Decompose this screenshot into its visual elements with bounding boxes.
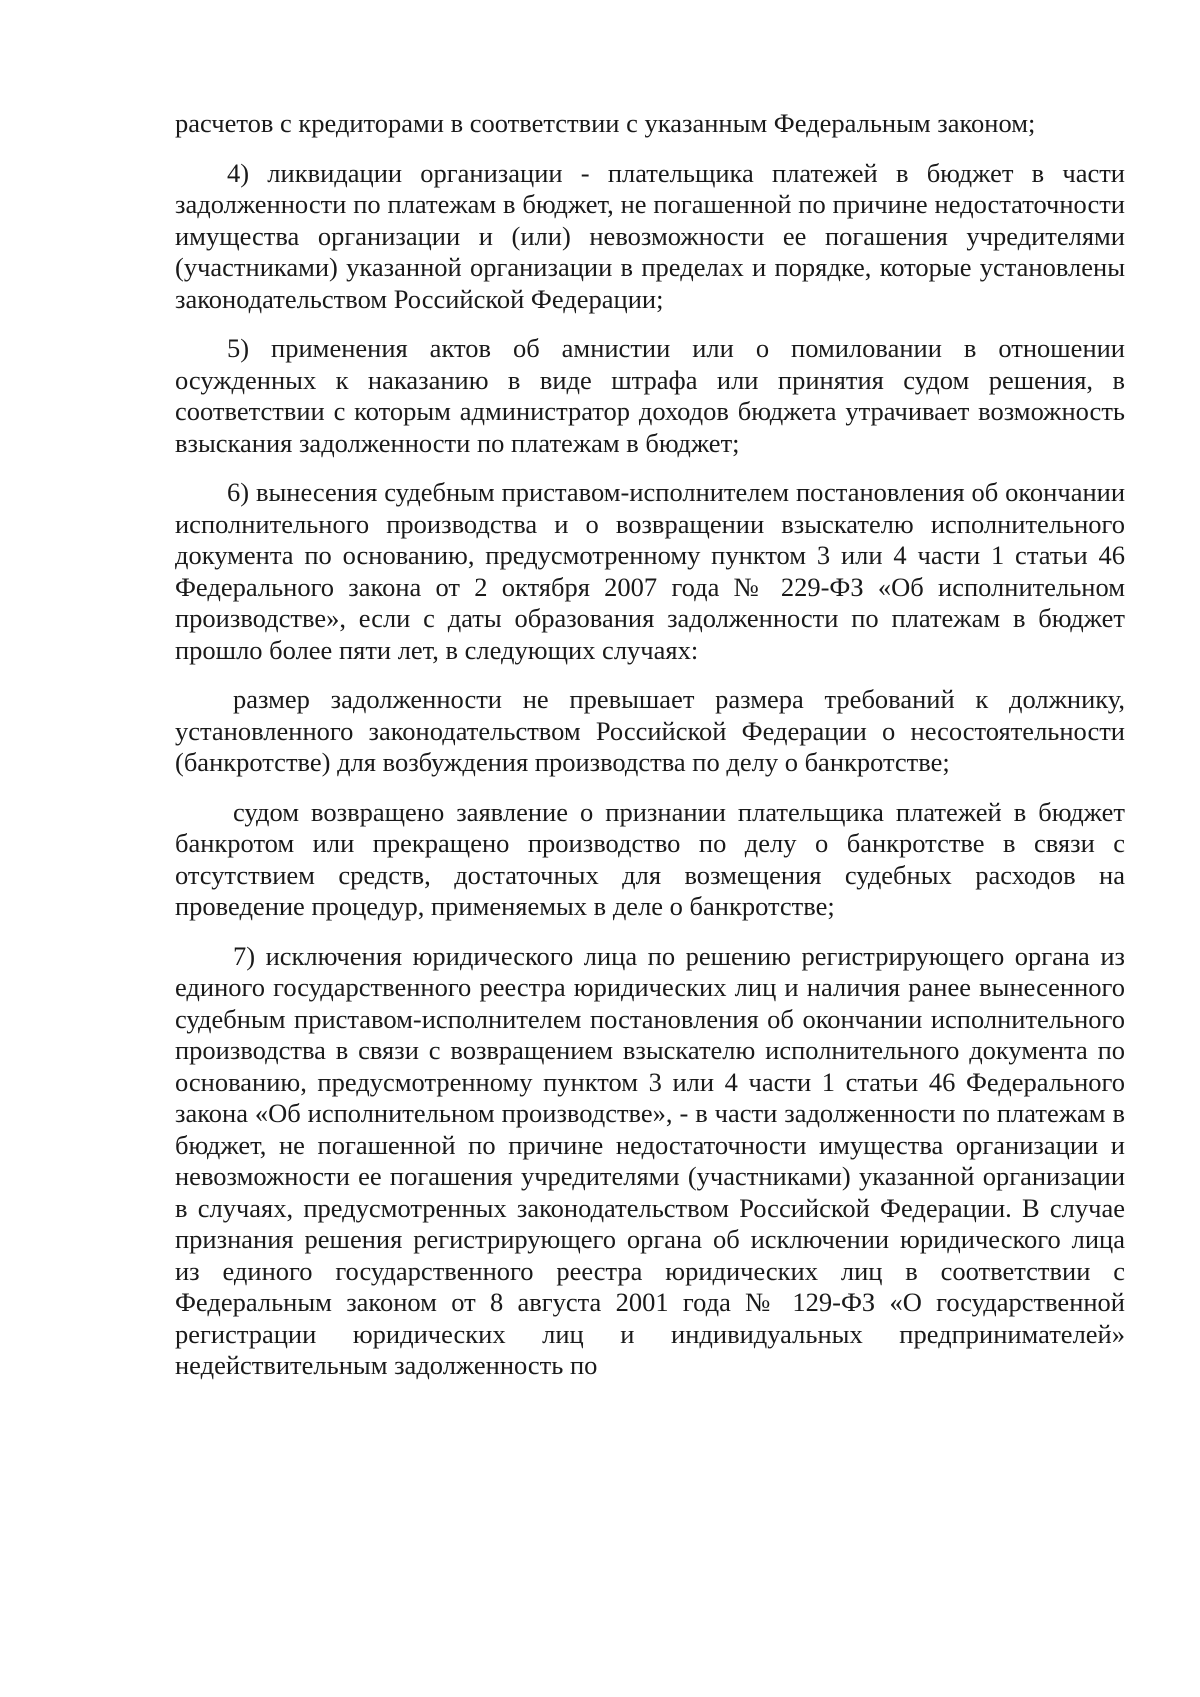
paragraph-subcase-1: размер задолженности не превышает размера требований к должнику, установленного законодательством Российской Федерации о несостоятельности (банкротстве) для возбуждения производства по делу о банкротстве; [175, 684, 1125, 777]
paragraph-item-6: 6) вынесения судебным приставом-исполнителем постановления об окончании исполнительного производства и о возвращении взыскателю исполнительного документа по основанию, предусмотренному пунктом 3 или 4 части 1 статьи 46 Федерального закона от 2 октября 2007 года № 229-ФЗ «Об исполнительном производстве», если с даты образования задолженности по платежам в бюджет прошло более пяти лет, в следующих случаях: [175, 477, 1125, 665]
paragraph-item-4: 4) ликвидации организации - плательщика платежей в бюджет в части задолженности по платежам в бюджет, не погашенной по причине недостаточности имущества организации и (или) невозможности ее погашения учредителями (участниками) указанной организации в пределах и порядке, которые установлены законодательством Российской Федерации; [175, 157, 1125, 314]
paragraph-subcase-2: судом возвращено заявление о признании плательщика платежей в бюджет банкротом или прекращено производство по делу о банкротстве в связи с отсутствием средств, достаточных для возмещения судебных расходов на проведение процедур, применяемых в деле о банкротстве; [175, 796, 1125, 921]
paragraph-item-7: 7) исключения юридического лица по решению регистрирующего органа из единого государственного реестра юридических лиц и наличия ранее вынесенного судебным приставом-исполнителем постановления об окончании исполнительного производства в связи с возвращением взыскателю исполнительного документа по основанию, предусмотренному пунктом 3 или 4 части 1 статьи 46 Федерального закона «Об исполнительном производстве», - в части задолженности по платежам в бюджет, не погашенной по причине недостаточности имущества организации и невозможности ее погашения учредителями (участниками) указанной организации в случаях, предусмотренных законодательством Российской Федерации. В случае признания решения регистрирующего органа об исключении юридического лица из единого государственного реестра юридических лиц в соответствии с Федеральным законом от 8 августа 2001 года № 129-ФЗ «О государственной регистрации юридических лиц и индивидуальных предпринимателей» недействительным задолженность по [175, 940, 1125, 1380]
paragraph-item-5: 5) применения актов об амнистии или о помиловании в отношении осужденных к наказанию в виде штрафа или принятия судом решения, в соответствии с которым администратор доходов бюджета утрачивает возможность взыскания задолженности по платежам в бюджет; [175, 333, 1125, 458]
paragraph-continuation: расчетов с кредиторами в соответствии с указанным Федеральным законом; [175, 108, 1036, 138]
document-body [175, 108, 1125, 1400]
